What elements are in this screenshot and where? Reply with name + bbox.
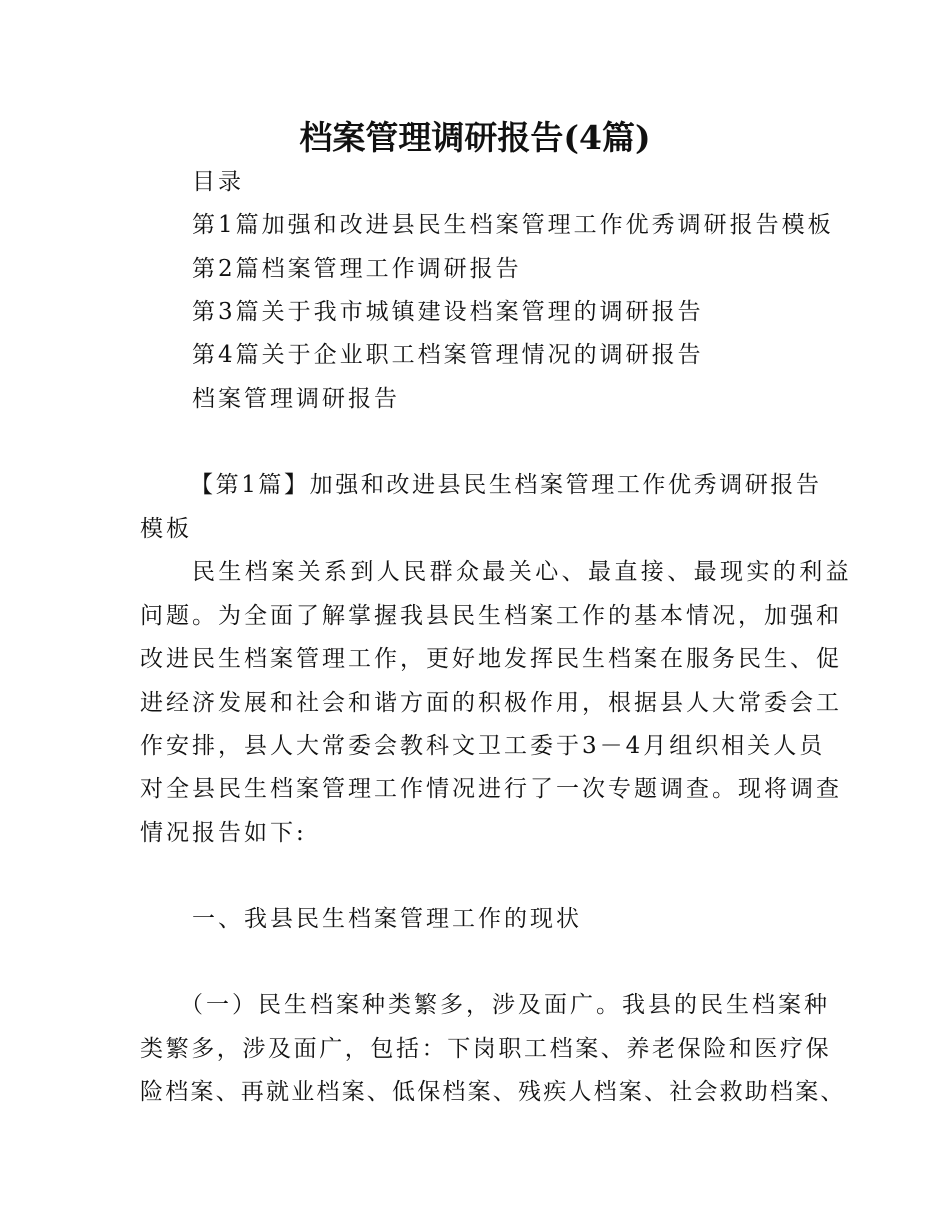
sub1-paragraph-line: （一）民生档案种类繁多，涉及面广。我县的民生档案种 [180,992,830,1018]
toc-item-4[interactable]: 第4篇关于企业职工档案管理情况的调研报告 [192,342,704,368]
toc-item-2[interactable]: 第2篇档案管理工作调研报告 [192,256,522,282]
sub1-paragraph-line: 类繁多，涉及面广，包括：下岗职工档案、养老保险和医疗保 [140,1036,832,1062]
toc-label: 目录 [192,169,244,195]
toc-item-1[interactable]: 第1篇加强和改进县民生档案管理工作优秀调研报告模板 [192,212,834,238]
toc-item-3[interactable]: 第3篇关于我市城镇建设档案管理的调研报告 [192,299,704,325]
section1-heading-line2: 模板 [140,516,192,542]
intro-paragraph-line: 进经济发展和社会和谐方面的积极作用，根据县人大常委会工 [140,690,842,716]
intro-paragraph-line: 对全县民生档案管理工作情况进行了一次专题调查。现将调查 [140,776,842,802]
intro-paragraph-line: 民生档案关系到人民群众最关心、最直接、最现实的利益 [192,559,852,585]
section1-heading-line1: 【第1篇】加强和改进县民生档案管理工作优秀调研报告 [190,472,822,498]
toc-item-5[interactable]: 档案管理调研报告 [192,386,400,412]
intro-paragraph-line: 情况报告如下: [140,820,307,846]
intro-paragraph-line: 作安排，县人大常委会教科文卫工委于3－4月组织相关人员 [140,733,826,759]
intro-paragraph-line: 改进民生档案管理工作，更好地发挥民生档案在服务民生、促 [140,646,842,672]
document-title: 档案管理调研报告(4篇) [299,118,651,157]
intro-paragraph-line: 问题。为全面了解掌握我县民生档案工作的基本情况，加强和 [140,603,842,629]
part1-heading: 一、我县民生档案管理工作的现状 [192,906,582,932]
sub1-paragraph-line: 险档案、再就业档案、低保档案、残疾人档案、社会救助档案、 [140,1079,846,1105]
